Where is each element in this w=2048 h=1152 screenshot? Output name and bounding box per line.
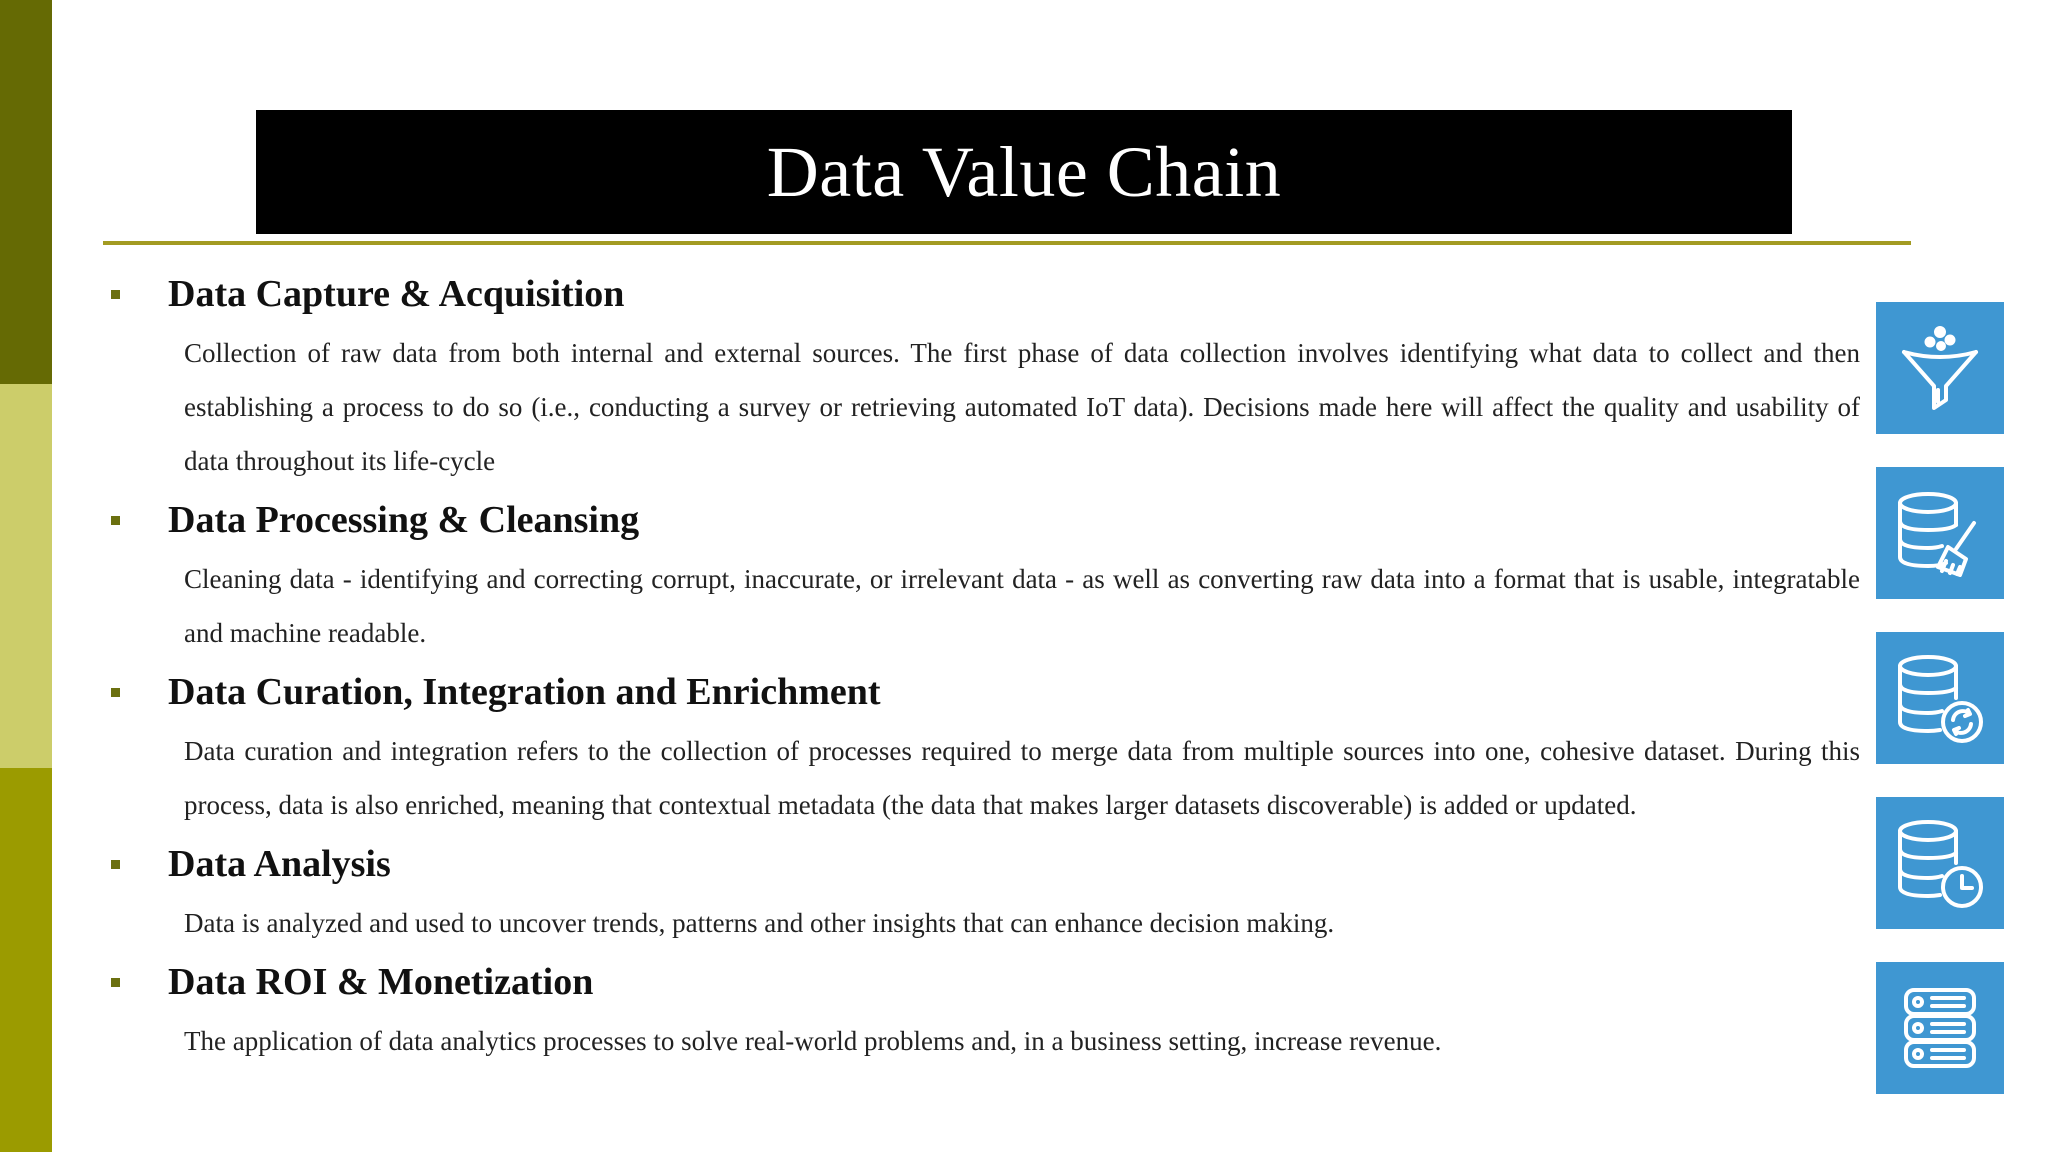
- section-heading-text: Data Curation, Integration and Enrichment: [168, 671, 881, 713]
- section-heading: [108, 660, 1860, 724]
- bullet-icon: [111, 860, 120, 869]
- section-description: Data is analyzed and used to uncover trends, patterns and other insights that can enhance decision making.: [184, 908, 1335, 938]
- server-icon-tile: [1876, 962, 2004, 1094]
- bullet-icon: [111, 688, 120, 697]
- section-heading-text: Data Analysis: [168, 843, 391, 885]
- database-clock-icon-tile: [1876, 797, 2004, 929]
- left-bar-middle: [0, 384, 52, 768]
- bullet-icon: [111, 516, 120, 525]
- left-bar-bottom: [0, 768, 52, 1152]
- database-cleaning-icon: [1890, 483, 1990, 583]
- section-heading: [108, 832, 1860, 896]
- section-description: Cleaning data - identifying and correcting corrupt, inaccurate, or irrelevant data - as well as converting raw data into a format that is usable, integratable and machine readable.: [184, 564, 1860, 648]
- section-analysis: [108, 832, 1860, 950]
- title-divider: [103, 241, 1911, 245]
- database-sync-icon-tile: [1876, 632, 2004, 764]
- section-heading-text: Data ROI & Monetization: [168, 961, 594, 1003]
- section-heading: [108, 950, 1860, 1014]
- section-description: Data curation and integration refers to the collection of processes required to merge data from multiple sources into one, cohesive dataset. During this process, data is also enriched, meaning that contextual metadata (the data that makes larger datasets discoverable) is added or updated.: [184, 736, 1860, 820]
- section-processing: [108, 488, 1860, 660]
- section-description: The application of data analytics processes to solve real-world problems and, in a business setting, increase revenue.: [184, 1026, 1442, 1056]
- server-icon: [1890, 978, 1990, 1078]
- section-list: [108, 262, 1860, 1068]
- section-curation: [108, 660, 1860, 832]
- left-bar-top: [0, 0, 52, 384]
- section-heading: [108, 262, 1860, 326]
- database-clock-icon: [1890, 813, 1990, 913]
- bullet-icon: [111, 978, 120, 987]
- section-capture: [108, 262, 1860, 488]
- section-heading: [108, 488, 1860, 552]
- bullet-icon: [111, 290, 120, 299]
- section-heading-text: Data Processing & Cleansing: [168, 499, 640, 541]
- section-monetization: [108, 950, 1860, 1068]
- section-description: Collection of raw data from both internal and external sources. The first phase of data collection involves identifying what data to collect and then establishing a process to do so (i.e., conducting a survey or retrieving automated IoT data). Decisions made here will affect the quality and usability of data throughout its life-cycle: [184, 338, 1860, 476]
- funnel-icon-tile: [1876, 302, 2004, 434]
- database-cleaning-icon-tile: [1876, 467, 2004, 599]
- slide-title: Data Value Chain: [256, 110, 1792, 234]
- icon-column: [1876, 302, 2006, 1127]
- funnel-icon: [1890, 318, 1990, 418]
- section-heading-text: Data Capture & Acquisition: [168, 273, 625, 315]
- database-sync-icon: [1890, 648, 1990, 748]
